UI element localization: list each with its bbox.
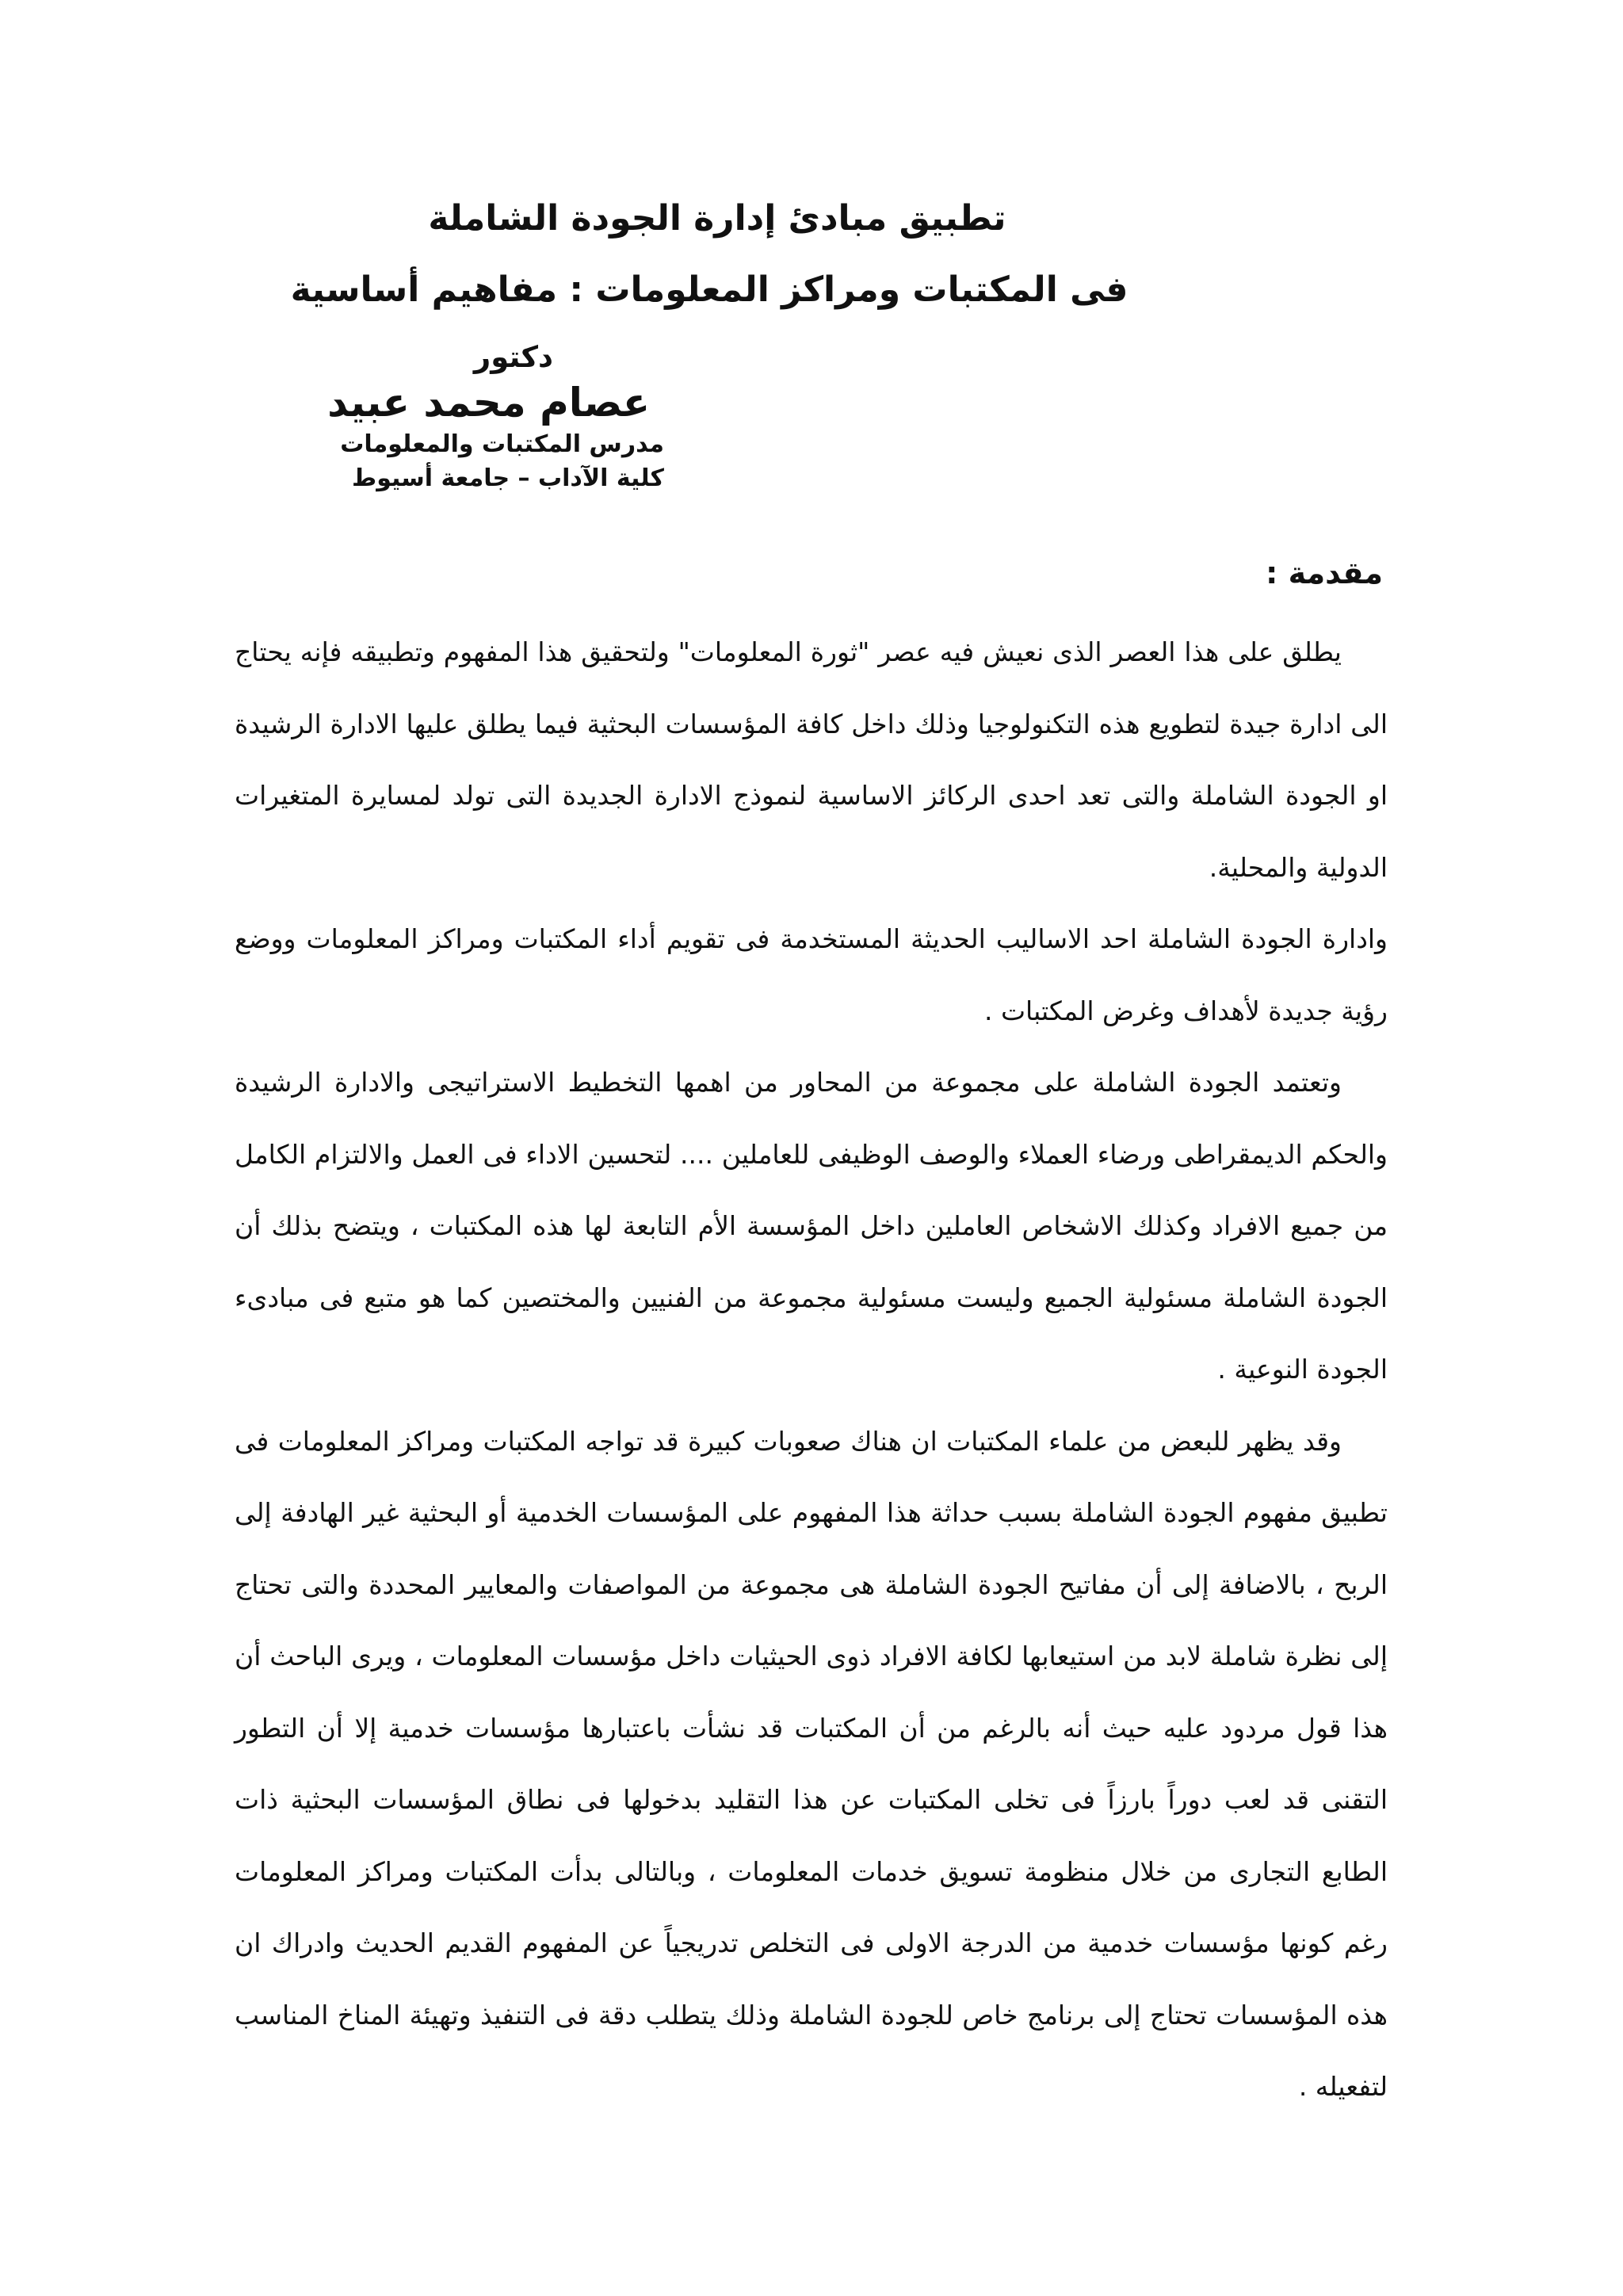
paragraph-4: وقد يظهر للبعض من علماء المكتبات ان هناك صعوبات كبيرة قد تواجه المكتبات ومراكز المعلومات فى تطبيق مفهوم الجودة الشاملة بسبب حداثة هذا المفهوم على المؤسسات الخدمية أو البحثية غير الهادفة إلى الربح ، بالاضافة إلى أن مفاتيح الجودة الشاملة هى مجموعة من المواصفات والمعايير المحددة والتى تحتاج إلى نظرة شاملة لابد من استيعابها لكافة الافراد ذوى الحيثيات داخل مؤسسات المعلومات ، ويرى الباحث أن هذا قول مردود عليه حيث أنه بالرغم من أن المكتبات قد نشأت باعتبارها مؤسسات خدمية إلا أن التطور التقنى قد لعب دوراً بارزاً فى تخلى المكتبات عن هذا التقليد بدخولها فى نطاق المؤسسات البحثية ذات الطابع التجارى من خلال منظومة تسويق خدمات المعلومات ، وبالتالى بدأت المكتبات ومراكز المعلومات رغم كونها مؤسسات خدمية من الدرجة الاولى فى التخلص تدريجياً عن المفهوم القديم الحديث وادراك ان هذه المؤسسات تحتاج إلى برنامج خاص للجودة الشاملة وذلك يتطلب دقة فى التنفيذ وتهيئة المناخ المناسب لتفعيله . — [235, 1425, 1388, 2102]
paragraph-3: وتعتمد الجودة الشاملة على مجموعة من المحاور من اهمها التخطيط الاستراتيجى والادارة الرشيدة والحكم الديمقراطى ورضاء العملاء والوصف الوظيفى للعاملين .... لتحسين الاداء فى العمل والالتزام الكامل من جميع الافراد وكذلك الاشخاص العاملين داخل المؤسسة الأم التابعة لها هذه المكتبات ، ويتضح بذلك أن الجودة الشاملة مسئولية الجميع وليست مسئولية مجموعة من الفنيين والمختصين كما هو متبع فى مبادىء الجودة النوعية . — [235, 1067, 1388, 1385]
body-text — [235, 617, 1388, 2123]
paragraph-1: يطلق على هذا العصر الذى نعيش فيه عصر "ثورة المعلومات" ولتحقيق هذا المفهوم وتطبيقه فإنه يحتاج الى ادارة جيدة لتطويع هذه التكنولوجيا وذلك داخل كافة المؤسسات البحثية فيما يطلق عليها الادارة الرشيدة او الجودة الشاملة والتى تعد احدى الركائز الاساسية لنموذج الادارة الجديدة التى تولد لمسايرة المتغيرات الدولية والمحلية. — [235, 636, 1388, 883]
author-affiliation: كلية الآداب – جامعة أسيوط — [352, 464, 664, 492]
author-label: دكتور — [473, 340, 553, 374]
title-line-2: فى المكتبات ومراكز المعلومات : مفاهيم أساسية — [290, 269, 1128, 310]
author-block — [252, 337, 664, 495]
author-position: مدرس المكتبات والمعلومات — [340, 430, 664, 458]
paragraph-2: وادارة الجودة الشاملة احد الاساليب الحديثة المستخدمة فى تقويم أداء المكتبات ومراكز المعلومات ووضع رؤية جديدة لأهداف وغرض المكتبات . — [235, 923, 1388, 1026]
title-line-1: تطبيق مبادئ إدارة الجودة الشاملة — [428, 198, 1006, 239]
author-name: عصام محمد عبيد — [327, 380, 650, 426]
section-heading: مقدمة : — [1266, 556, 1383, 590]
